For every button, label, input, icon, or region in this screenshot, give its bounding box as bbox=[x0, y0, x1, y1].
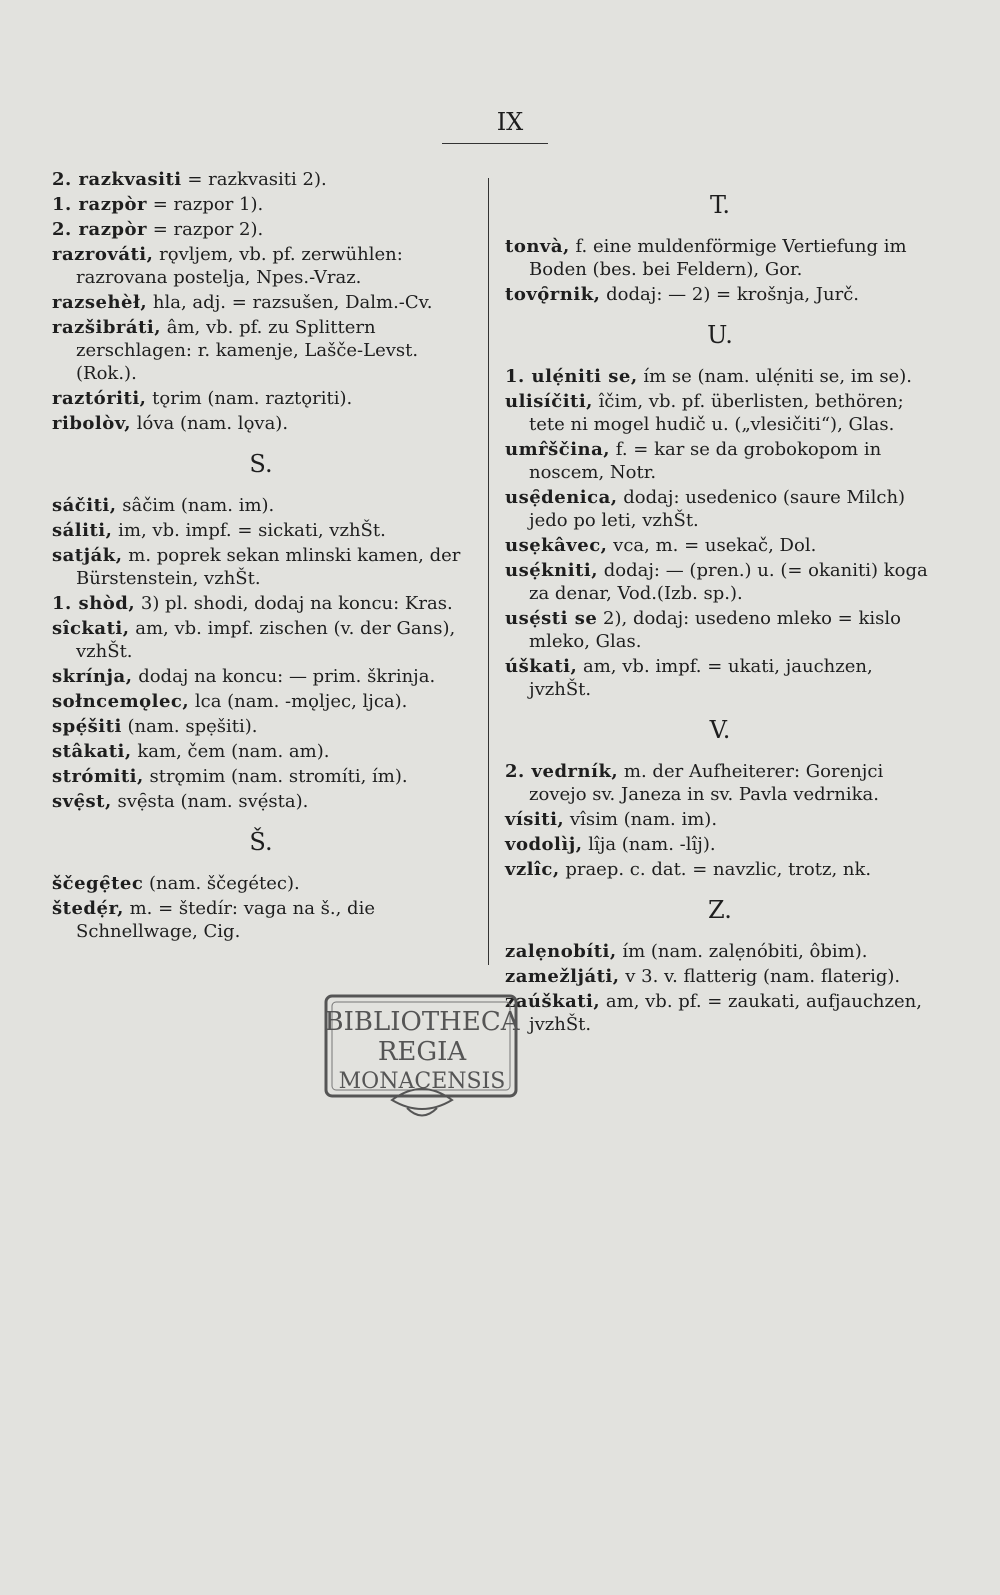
dictionary-entry bbox=[52, 872, 470, 895]
entry-definition: hla, adj. = razsušen, Dalm.-Cv. bbox=[147, 292, 433, 313]
headword: razsehèł, bbox=[52, 292, 148, 313]
dictionary-entry bbox=[505, 808, 935, 831]
header-rule bbox=[442, 143, 548, 144]
dictionary-entry bbox=[52, 218, 470, 241]
entry-definition: am, vb. pf. = zaukati, aufjauchzen, jvzhŠt. bbox=[529, 991, 922, 1035]
dictionary-entry bbox=[52, 412, 470, 435]
right-column bbox=[505, 176, 935, 1038]
entry-definition: f. eine muldenförmige Vertiefung im Boden (bes. bei Feldern), Gor. bbox=[529, 236, 907, 280]
section-letter: V. bbox=[709, 716, 731, 744]
column-divider bbox=[488, 178, 489, 965]
page-number: IX bbox=[496, 108, 524, 136]
headword: satják, bbox=[52, 545, 123, 566]
headword: sîckati, bbox=[52, 618, 130, 639]
dictionary-entry bbox=[52, 665, 470, 688]
entry-definition: 2), dodaj: usedeno mleko = kislo mleko, Glas. bbox=[529, 608, 901, 652]
dictionary-entry bbox=[52, 897, 470, 943]
section-letter: Š. bbox=[249, 828, 273, 856]
headword: vzlîc, bbox=[505, 859, 560, 880]
dictionary-entry bbox=[52, 690, 470, 713]
entry-definition: im, vb. impf. = sickati, vzhŠt. bbox=[112, 520, 386, 541]
entry-definition: = razkvasiti 2). bbox=[181, 169, 327, 190]
dictionary-entry bbox=[505, 365, 935, 388]
headword: razšibráti, bbox=[52, 317, 161, 338]
dictionary-entry bbox=[505, 486, 935, 532]
headword: ribolòv, bbox=[52, 413, 132, 434]
dictionary-entry bbox=[52, 544, 470, 590]
dictionary-entry bbox=[505, 283, 935, 306]
entry-definition: = razpor 1). bbox=[147, 194, 264, 215]
library-stamp bbox=[322, 978, 522, 1128]
entry-definition: svẹ̑sta (nam. svẹ́sta). bbox=[111, 791, 309, 812]
entry-definition: tǫrim (nam. raztǫriti). bbox=[146, 388, 353, 409]
headword: 1. ulẹ́niti se, bbox=[505, 366, 638, 387]
dictionary-entry bbox=[505, 858, 935, 881]
headword: 1. razpòr bbox=[52, 194, 148, 215]
dictionary-entry bbox=[52, 494, 470, 517]
entry-definition: m. = štedír: vaga na š., die Schnellwage, Cig. bbox=[76, 898, 375, 942]
headword: usẹ̑denica, bbox=[505, 487, 618, 508]
entry-definition: ím (nam. zalẹnóbiti, ôbim). bbox=[616, 941, 868, 962]
entry-definition: m. der Aufheiterer: Gorenjci zovejo sv. Janeza in sv. Pavla vedrnika. bbox=[529, 761, 884, 805]
dictionary-entry bbox=[505, 534, 935, 557]
entry-definition: v 3. v. flatterig (nam. flaterig). bbox=[619, 966, 901, 987]
stamp-line-1: BIBLIOTHECA bbox=[324, 1007, 520, 1037]
headword: 1. shòd, bbox=[52, 593, 136, 614]
entry-definition: (nam. ščegétec). bbox=[143, 873, 300, 894]
dictionary-entry bbox=[505, 965, 935, 988]
entry-definition: dodaj: — 2) = krošnja, Jurč. bbox=[600, 284, 860, 305]
entry-definition: 3) pl. shodi, dodaj na koncu: Kras. bbox=[135, 593, 453, 614]
headword: úškati, bbox=[505, 656, 578, 677]
dictionary-entry bbox=[52, 291, 470, 314]
dictionary-entry bbox=[505, 655, 935, 701]
headword: razrováti, bbox=[52, 244, 154, 265]
dictionary-entry bbox=[52, 715, 470, 738]
headword: strómiti, bbox=[52, 766, 144, 787]
headword: zamežljáti, bbox=[505, 966, 620, 987]
dictionary-entry bbox=[505, 390, 935, 436]
dictionary-entry bbox=[505, 607, 935, 653]
entry-definition: = razpor 2). bbox=[147, 219, 264, 240]
entry-definition: strǫmim (nam. stromíti, ím). bbox=[143, 766, 408, 787]
headword: 2. razpòr bbox=[52, 219, 148, 240]
headword: stâkati, bbox=[52, 741, 132, 762]
entry-definition: vîsim (nam. im). bbox=[564, 809, 718, 830]
dictionary-entry bbox=[505, 940, 935, 963]
headword: spẹ́šiti bbox=[52, 716, 122, 737]
entry-definition: f. = kar se da grobokopom in noscem, Notr. bbox=[529, 439, 882, 483]
entry-definition: dodaj na koncu: — prim. škrinja. bbox=[132, 666, 436, 687]
dictionary-entry bbox=[505, 990, 935, 1036]
entry-definition: rǫvljem, vb. pf. zerwühlen: razrovana postelja, Npes.-Vraz. bbox=[76, 244, 403, 288]
dictionary-entry bbox=[52, 790, 470, 813]
stamp-line-3: MONACENSIS bbox=[338, 1069, 506, 1094]
headword: skrínja, bbox=[52, 666, 133, 687]
entry-definition: vca, m. = usekač, Dol. bbox=[607, 535, 817, 556]
headword: usẹ́sti se bbox=[505, 608, 598, 629]
entry-definition: lîja (nam. -lîj). bbox=[582, 834, 716, 855]
headword: 2. razkvasiti bbox=[52, 169, 182, 190]
dictionary-entry bbox=[52, 592, 470, 615]
dictionary-entry bbox=[52, 316, 470, 385]
section-letter: Z. bbox=[708, 896, 732, 924]
headword: sáliti, bbox=[52, 520, 113, 541]
entry-definition: sâčim (nam. im). bbox=[116, 495, 275, 516]
headword: umr̂ščina, bbox=[505, 439, 611, 460]
entry-definition: ím se (nam. ulẹ́niti se, im se). bbox=[637, 366, 912, 387]
headword: štedẹ́r, bbox=[52, 898, 124, 919]
dictionary-entry bbox=[52, 387, 470, 410]
dictionary-entry bbox=[52, 168, 470, 191]
headword: vísiti, bbox=[505, 809, 565, 830]
entry-definition: am, vb. impf. zischen (v. der Gans), vzhŠt. bbox=[76, 618, 456, 662]
entry-definition: âm, vb. pf. zu Splittern zerschlagen: r. kamenje, Lašče-Levst.(Rok.). bbox=[76, 317, 419, 384]
entry-definition: lca (nam. -mǫljec, ljca). bbox=[189, 691, 408, 712]
dictionary-entry bbox=[52, 519, 470, 542]
dictionary-entry bbox=[505, 559, 935, 605]
section-letter: T. bbox=[709, 191, 731, 219]
headword: zaúškati, bbox=[505, 991, 601, 1012]
headword: vodolìj, bbox=[505, 834, 583, 855]
dictionary-entry bbox=[505, 833, 935, 856]
headword: tovǫ̑rnik, bbox=[505, 284, 601, 305]
headword: 2. vedrník, bbox=[505, 761, 619, 782]
left-column bbox=[52, 168, 470, 945]
dictionary-entry bbox=[505, 760, 935, 806]
headword: sołncemǫlec, bbox=[52, 691, 190, 712]
headword: usẹ́kniti, bbox=[505, 560, 598, 581]
headword: zalẹnobíti, bbox=[505, 941, 617, 962]
entry-definition: am, vb. impf. = ukati, jauchzen, jvzhŠt. bbox=[529, 656, 873, 700]
section-letter: U. bbox=[707, 321, 733, 349]
headword: raztóriti, bbox=[52, 388, 147, 409]
entry-definition: kam, čem (nam. am). bbox=[131, 741, 330, 762]
headword: usẹkâvec, bbox=[505, 535, 608, 556]
headword: ulisíčiti, bbox=[505, 391, 593, 412]
headword: sáčiti, bbox=[52, 495, 117, 516]
entry-definition: lóva (nam. lǫva). bbox=[131, 413, 289, 434]
entry-definition: praep. c. dat. = navzlic, trotz, nk. bbox=[559, 859, 872, 880]
entry-definition: îčim, vb. pf. überlisten, bethören; tete ni mogel hudič u. („vlesičiti“), Glas. bbox=[529, 391, 904, 435]
entry-definition: m. poprek sekan mlinski kamen, der Bürstenstein, vzhŠt. bbox=[76, 545, 461, 589]
dictionary-entry bbox=[52, 193, 470, 216]
dictionary-entry bbox=[505, 235, 935, 281]
dictionary-entry bbox=[52, 617, 470, 663]
dictionary-entry bbox=[52, 765, 470, 788]
headword: svẹ̑st, bbox=[52, 791, 112, 812]
dictionary-entry bbox=[505, 438, 935, 484]
section-letter: S. bbox=[249, 450, 273, 478]
headword: tonvà, bbox=[505, 236, 570, 257]
stamp-line-2: REGIA bbox=[377, 1037, 467, 1067]
entry-definition: dodaj: usedenico (saure Milch) jedo po leti, vzhŠt. bbox=[529, 487, 906, 531]
dictionary-entry bbox=[52, 740, 470, 763]
headword: ščegẹ̑tec bbox=[52, 873, 144, 894]
entry-definition: (nam. spẹšiti). bbox=[121, 716, 258, 737]
entry-definition: dodaj: — (pren.) u. (= okaniti) koga za denar, Vod.(Izb. sp.). bbox=[529, 560, 928, 604]
dictionary-entry bbox=[52, 243, 470, 289]
